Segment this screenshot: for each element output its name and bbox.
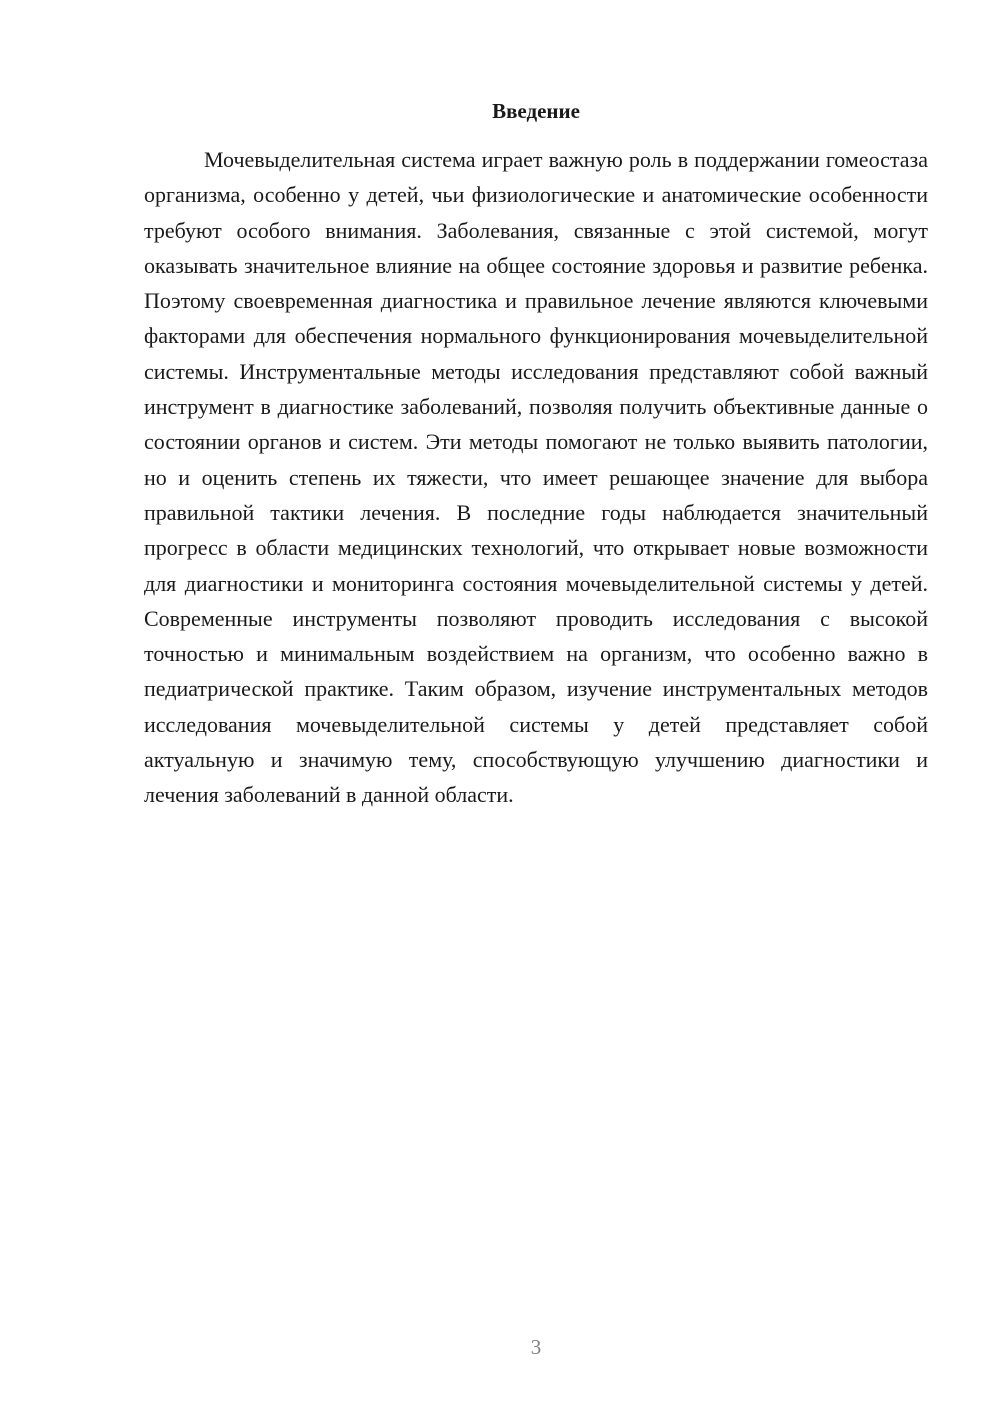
page-number: 3 <box>530 1335 542 1359</box>
section-heading: Введение <box>492 99 580 123</box>
body-paragraph: Мочевыделительная система играет важную роль в поддержании гомеостаза организма, особенно у детей, чьи физиологические и анатомические особенности требуют особого внимания. Заболевания, связанные с этой системой, могут оказывать значительное влияние на общее состояние здоровья и развитие ребенка. Поэтому своевременная диагностика и правильное лечение являются ключевыми факторами для обеспечения нормального функционирования мочевыделительной системы. Инструментальные методы исследования представляют собой важный инструмент в диагностике заболеваний, позволяя получить объективные данные о состоянии органов и систем. Эти методы помогают не только выявить патологии, но и оценить степень их тяжести, что имеет решающее значение для выбора правильной тактики лечения. В последние годы наблюдается значительный прогресс в области медицинских технологий, что открывает новые возможности для диагностики и мониторинга состояния мочевыделительной системы у детей. Современные инструменты позволяют проводить исследования с высокой точностью и минимальным воздействием на организм, что особенно важно в педиатрической практике. Таким образом, изучение инструментальных методов исследования мочевыделительной системы у детей представляет собой актуальную и значимую тему, способствующую улучшению диагностики и лечения заболеваний в данной области. <box>144 147 928 808</box>
